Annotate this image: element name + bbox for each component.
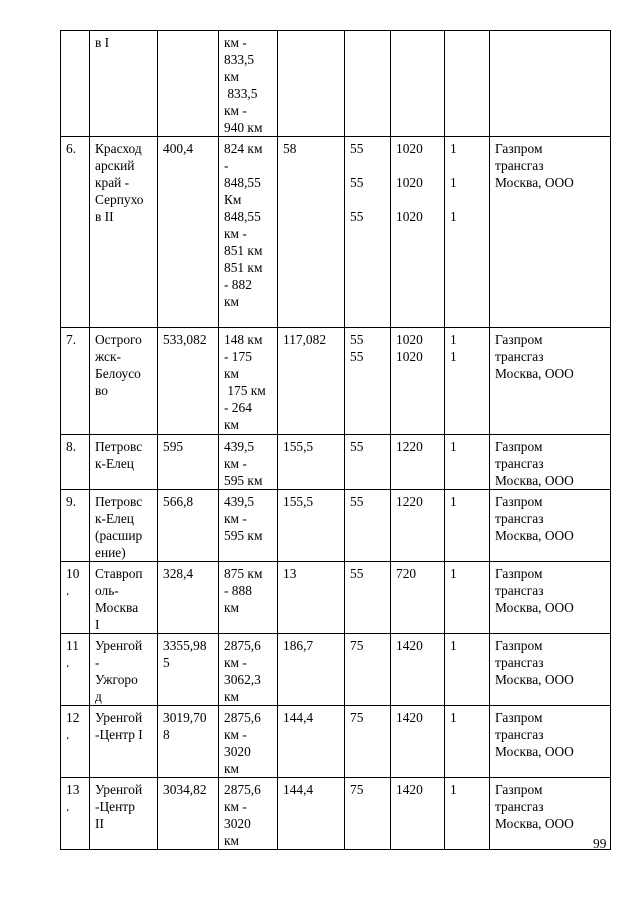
cell-line: (расшир xyxy=(95,528,143,543)
cell-operator xyxy=(490,31,611,137)
cell-length xyxy=(158,328,219,435)
cell-line: 1420 xyxy=(396,638,423,653)
cell-name xyxy=(90,328,158,435)
cell-lines xyxy=(445,778,490,850)
cell-num xyxy=(61,328,90,435)
table-row xyxy=(61,562,611,634)
cell-line: км - xyxy=(224,226,247,241)
cell-km xyxy=(219,435,278,490)
table-row xyxy=(61,31,611,137)
cell-line: км xyxy=(224,761,239,776)
cell-line: 1 xyxy=(450,566,457,581)
cell-seg xyxy=(278,634,345,706)
cell-line: 851 км xyxy=(224,243,263,258)
cell-line xyxy=(350,34,386,51)
cell-line: 3034,82 xyxy=(163,782,207,797)
cell-line: 1 xyxy=(450,439,457,454)
cell-line: 55 xyxy=(350,439,364,454)
cell-line: 186,7 xyxy=(283,638,314,653)
cell-line: трансгаз xyxy=(495,158,544,173)
cell-pressure xyxy=(345,778,391,850)
cell-line: 75 xyxy=(350,782,364,797)
cell-line: 144,4 xyxy=(283,782,314,797)
cell-line: Петровс xyxy=(95,494,143,509)
cell-line: 1 xyxy=(450,349,457,364)
cell-line: в I xyxy=(95,35,110,50)
cell-line: 10 xyxy=(66,566,80,581)
cell-line: км - xyxy=(224,35,247,50)
cell-line: 6. xyxy=(66,141,77,156)
cell-line: 824 км xyxy=(224,141,263,156)
cell-line: Газпром xyxy=(495,710,543,725)
cell-line: 155,5 xyxy=(283,439,314,454)
cell-line: 848,55 xyxy=(224,175,261,190)
cell-line: 7. xyxy=(66,332,77,347)
cell-line: 3020 xyxy=(224,816,251,831)
cell-line: Уренгой xyxy=(95,638,143,653)
cell-line: Уренгой xyxy=(95,710,143,725)
cell-line: 2875,6 xyxy=(224,710,261,725)
cell-line: 55 xyxy=(350,332,364,347)
cell-line: - 175 xyxy=(224,349,252,364)
cell-line: Петровс xyxy=(95,439,143,454)
page-number: 99 xyxy=(593,836,607,851)
cell-line: 55 xyxy=(350,175,364,190)
cell-line: Газпром xyxy=(495,782,543,797)
cell-line: 533,082 xyxy=(163,332,207,347)
cell-line: км xyxy=(224,689,239,704)
cell-line: трансгаз xyxy=(495,727,544,742)
cell-line: трансгаз xyxy=(495,583,544,598)
table-row xyxy=(61,137,611,328)
cell-line: оль- xyxy=(95,583,119,598)
cell-diameter xyxy=(391,137,445,328)
cell-seg xyxy=(278,490,345,562)
cell-line: Газпром xyxy=(495,638,543,653)
cell-line: Газпром xyxy=(495,494,543,509)
cell-line xyxy=(396,157,440,174)
cell-name xyxy=(90,634,158,706)
cell-pressure xyxy=(345,328,391,435)
table-row xyxy=(61,634,611,706)
cell-line: Москва, ООО xyxy=(495,744,574,759)
cell-name xyxy=(90,31,158,137)
cell-line xyxy=(450,34,485,51)
cell-line: км xyxy=(224,833,239,848)
cell-line: I xyxy=(95,617,100,632)
cell-line: 75 xyxy=(350,710,364,725)
cell-line: 328,4 xyxy=(163,566,194,581)
cell-km xyxy=(219,562,278,634)
cell-name xyxy=(90,435,158,490)
cell-line: трансгаз xyxy=(495,655,544,670)
cell-line: Газпром xyxy=(495,332,543,347)
cell-line: 8 xyxy=(163,727,170,742)
cell-diameter xyxy=(391,435,445,490)
cell-line: ение) xyxy=(95,545,126,560)
cell-line: Москва, ООО xyxy=(495,175,574,190)
cell-line: 13 xyxy=(66,782,80,797)
cell-line: 144,4 xyxy=(283,710,314,725)
cell-km xyxy=(219,634,278,706)
cell-line: Уренгой xyxy=(95,782,143,797)
cell-line xyxy=(495,34,606,51)
cell-line: 3019,70 xyxy=(163,710,207,725)
cell-km xyxy=(219,31,278,137)
cell-seg xyxy=(278,778,345,850)
cell-line xyxy=(163,34,214,51)
cell-line: 1 xyxy=(450,141,457,156)
cell-diameter xyxy=(391,562,445,634)
cell-line: во xyxy=(95,383,108,398)
cell-pressure xyxy=(345,490,391,562)
cell-km xyxy=(219,778,278,850)
cell-km xyxy=(219,137,278,328)
cell-line: 3062,3 xyxy=(224,672,261,687)
cell-line: 720 xyxy=(396,566,417,581)
cell-line: 595 км xyxy=(224,473,263,488)
cell-line: 1 xyxy=(450,710,457,725)
cell-line: -Центр xyxy=(95,799,135,814)
cell-line: 9. xyxy=(66,494,77,509)
cell-line: 1020 xyxy=(396,175,423,190)
cell-line: 1 xyxy=(450,332,457,347)
cell-seg xyxy=(278,328,345,435)
cell-line: II xyxy=(95,816,104,831)
cell-line: Москва, ООО xyxy=(495,600,574,615)
cell-line: Ставроп xyxy=(95,566,143,581)
cell-line: 833,5 xyxy=(224,86,258,101)
cell-line: 13 xyxy=(283,566,297,581)
cell-line: Белоусо xyxy=(95,366,141,381)
cell-line: 1220 xyxy=(396,494,423,509)
cell-line: 439,5 xyxy=(224,494,255,509)
cell-line: 3355,98 xyxy=(163,638,207,653)
cell-line: - 264 xyxy=(224,400,252,415)
cell-line: Красход xyxy=(95,141,142,156)
cell-lines xyxy=(445,634,490,706)
cell-pressure xyxy=(345,31,391,137)
cell-line: км - xyxy=(224,456,247,471)
cell-num xyxy=(61,778,90,850)
cell-line: 851 км xyxy=(224,260,263,275)
cell-line: 11 xyxy=(66,638,79,653)
cell-operator xyxy=(490,562,611,634)
cell-line: Ужгоро xyxy=(95,672,138,687)
cell-line xyxy=(350,191,386,208)
cell-line: 148 км xyxy=(224,332,263,347)
cell-pressure xyxy=(345,137,391,328)
cell-line: 2875,6 xyxy=(224,782,261,797)
cell-line: Москва, ООО xyxy=(495,672,574,687)
cell-line: 875 км xyxy=(224,566,263,581)
cell-line: 1 xyxy=(450,494,457,509)
cell-line: 55 xyxy=(350,209,364,224)
cell-line: . xyxy=(66,583,70,598)
cell-line: - 888 xyxy=(224,583,252,598)
cell-line: жск- xyxy=(95,349,121,364)
cell-line xyxy=(396,191,440,208)
table-body xyxy=(61,31,611,850)
cell-line: 1 xyxy=(450,175,457,190)
cell-num xyxy=(61,435,90,490)
cell-operator xyxy=(490,137,611,328)
cell-line: 5 xyxy=(163,655,170,670)
cell-line: трансгаз xyxy=(495,349,544,364)
cell-line: 55 xyxy=(350,349,364,364)
cell-line: 2875,6 xyxy=(224,638,261,653)
cell-length xyxy=(158,137,219,328)
cell-line: -Центр I xyxy=(95,727,143,742)
cell-line: 1220 xyxy=(396,439,423,454)
cell-num xyxy=(61,137,90,328)
cell-lines xyxy=(445,490,490,562)
cell-line: трансгаз xyxy=(495,456,544,471)
cell-seg xyxy=(278,562,345,634)
cell-line: Острого xyxy=(95,332,142,347)
cell-num xyxy=(61,706,90,778)
cell-line: км xyxy=(224,294,239,309)
cell-km xyxy=(219,490,278,562)
cell-line: Москва, ООО xyxy=(495,816,574,831)
table-row xyxy=(61,328,611,435)
cell-line xyxy=(350,157,386,174)
cell-line: 1020 xyxy=(396,332,423,347)
cell-line: 55 xyxy=(350,494,364,509)
cell-line: Газпром xyxy=(495,439,543,454)
cell-length xyxy=(158,490,219,562)
cell-line: Москва xyxy=(95,600,139,615)
cell-name xyxy=(90,706,158,778)
cell-length xyxy=(158,634,219,706)
cell-line: 400,4 xyxy=(163,141,194,156)
cell-operator xyxy=(490,634,611,706)
table-row xyxy=(61,706,611,778)
cell-line: 566,8 xyxy=(163,494,194,509)
table-row xyxy=(61,778,611,850)
cell-length xyxy=(158,562,219,634)
cell-length xyxy=(158,31,219,137)
cell-line: 1 xyxy=(450,782,457,797)
cell-lines xyxy=(445,562,490,634)
cell-line xyxy=(396,34,440,51)
cell-line: 833,5 xyxy=(224,52,255,67)
cell-line: трансгаз xyxy=(495,799,544,814)
cell-line: 1 xyxy=(450,209,457,224)
cell-line xyxy=(66,34,85,51)
cell-line xyxy=(450,191,485,208)
cell-lines xyxy=(445,706,490,778)
cell-line xyxy=(450,157,485,174)
cell-diameter xyxy=(391,490,445,562)
cell-pressure xyxy=(345,634,391,706)
cell-line: км xyxy=(224,417,239,432)
cell-line: Москва, ООО xyxy=(495,473,574,488)
cell-line: д xyxy=(95,689,102,704)
cell-line: 1 xyxy=(450,638,457,653)
pipeline-table xyxy=(60,30,611,850)
cell-line: Москва, ООО xyxy=(495,528,574,543)
cell-line: 58 xyxy=(283,141,297,156)
cell-diameter xyxy=(391,778,445,850)
cell-line: 8. xyxy=(66,439,77,454)
cell-pressure xyxy=(345,562,391,634)
cell-line: 1020 xyxy=(396,141,423,156)
cell-line: арский xyxy=(95,158,135,173)
cell-pressure xyxy=(345,706,391,778)
cell-diameter xyxy=(391,634,445,706)
cell-line: 155,5 xyxy=(283,494,314,509)
cell-line: Газпром xyxy=(495,141,543,156)
cell-line: Км xyxy=(224,192,242,207)
cell-line: 1420 xyxy=(396,710,423,725)
cell-line: 940 км xyxy=(224,120,263,135)
cell-operator xyxy=(490,435,611,490)
cell-line xyxy=(283,34,340,51)
cell-length xyxy=(158,778,219,850)
cell-num xyxy=(61,634,90,706)
table-row xyxy=(61,490,611,562)
cell-num xyxy=(61,490,90,562)
cell-diameter xyxy=(391,706,445,778)
cell-line: км - xyxy=(224,511,247,526)
cell-line: к-Елец xyxy=(95,456,134,471)
cell-line: Газпром xyxy=(495,566,543,581)
cell-line: 439,5 xyxy=(224,439,255,454)
cell-name xyxy=(90,778,158,850)
cell-seg xyxy=(278,137,345,328)
cell-line: 3020 xyxy=(224,744,251,759)
cell-line: 1020 xyxy=(396,349,423,364)
cell-operator xyxy=(490,490,611,562)
cell-lines xyxy=(445,137,490,328)
cell-lines xyxy=(445,435,490,490)
cell-line: - xyxy=(224,158,229,173)
table-row xyxy=(61,435,611,490)
cell-lines xyxy=(445,31,490,137)
cell-line: 12 xyxy=(66,710,80,725)
cell-length xyxy=(158,435,219,490)
cell-seg xyxy=(278,31,345,137)
cell-line: км - xyxy=(224,655,247,670)
cell-line: 55 xyxy=(350,566,364,581)
cell-name xyxy=(90,490,158,562)
cell-pressure xyxy=(345,435,391,490)
cell-lines xyxy=(445,328,490,435)
cell-line: 848,55 xyxy=(224,209,261,224)
cell-km xyxy=(219,328,278,435)
cell-num xyxy=(61,31,90,137)
cell-line: 175 км xyxy=(224,383,266,398)
cell-line: 595 xyxy=(163,439,184,454)
cell-line: . xyxy=(66,727,70,742)
cell-line: км - xyxy=(224,727,247,742)
cell-seg xyxy=(278,706,345,778)
cell-diameter xyxy=(391,328,445,435)
cell-name xyxy=(90,562,158,634)
cell-diameter xyxy=(391,31,445,137)
cell-num xyxy=(61,562,90,634)
cell-operator xyxy=(490,328,611,435)
cell-line: км xyxy=(224,366,239,381)
cell-line: км xyxy=(224,600,239,615)
cell-length xyxy=(158,706,219,778)
cell-line: трансгаз xyxy=(495,511,544,526)
cell-line: - 882 xyxy=(224,277,252,292)
cell-km xyxy=(219,706,278,778)
cell-line: Москва, ООО xyxy=(495,366,574,381)
cell-line: км - xyxy=(224,103,247,118)
cell-line: 75 xyxy=(350,638,364,653)
cell-line: край - xyxy=(95,175,130,190)
cell-line: в II xyxy=(95,209,114,224)
cell-line: - xyxy=(95,655,100,670)
cell-name xyxy=(90,137,158,328)
cell-line: 55 xyxy=(350,141,364,156)
cell-operator xyxy=(490,706,611,778)
cell-seg xyxy=(278,435,345,490)
cell-line: Серпухо xyxy=(95,192,144,207)
cell-line: км xyxy=(224,69,239,84)
cell-line: . xyxy=(66,799,70,814)
cell-line: км - xyxy=(224,799,247,814)
cell-line: 1020 xyxy=(396,209,423,224)
cell-line: 595 км xyxy=(224,528,263,543)
cell-line: к-Елец xyxy=(95,511,134,526)
cell-line: . xyxy=(66,655,70,670)
cell-line: 1420 xyxy=(396,782,423,797)
cell-line: 117,082 xyxy=(283,332,327,347)
